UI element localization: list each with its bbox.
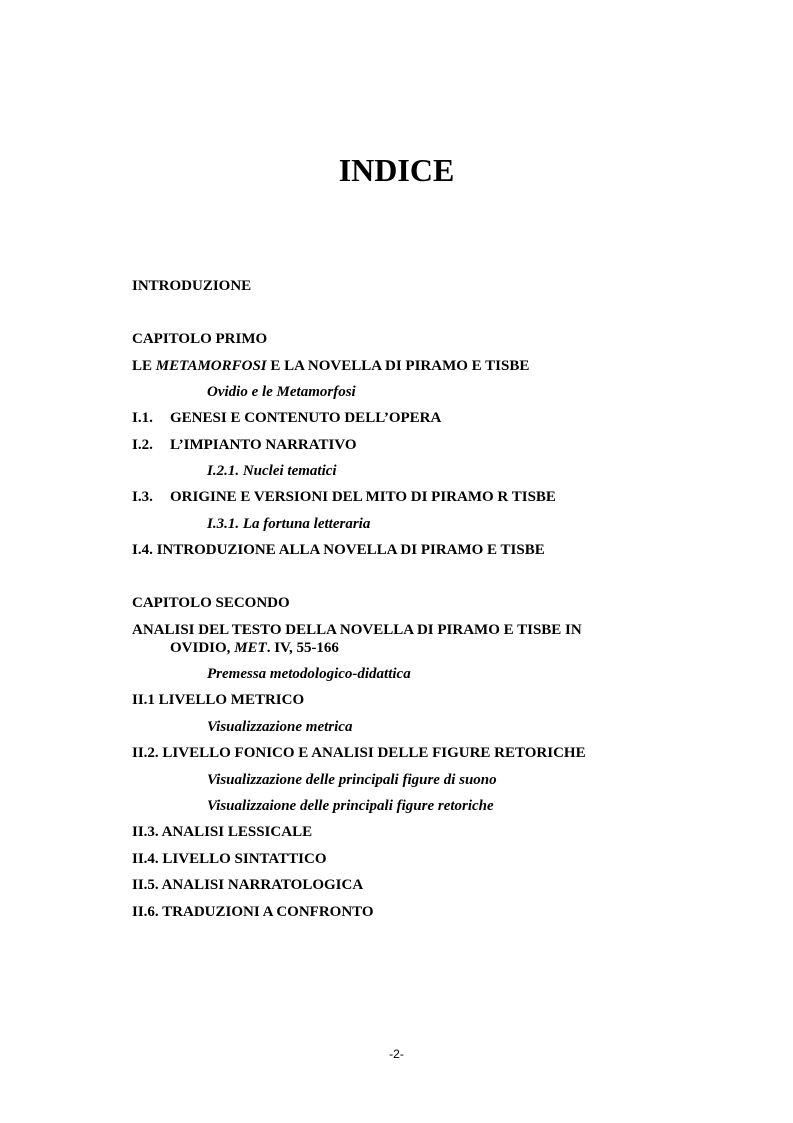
toc-entry-ii2: II.2. LIVELLO FONICO E ANALISI DELLE FIGURE RETORICHE [132,745,586,761]
toc-entry-ii3: II.3. ANALISI LESSICALE [132,824,313,840]
toc-entry-premessa: Premessa metodologico-didattica [207,666,411,682]
page-title: INDICE [338,152,455,188]
toc-entry-i3: I.3. ORIGINE E VERSIONI DEL MITO DI PIRAMO R TISBE [132,489,556,505]
toc-entry-visualizzazione-suono: Visualizzazione delle principali figure di suono [207,772,497,788]
toc-entry-introduzione: INTRODUZIONE [132,278,252,294]
toc-entry-visualizzazione-retoriche: Visualizzaione delle principali figure retoriche [207,798,494,814]
toc-entry-ii4: II.4. LIVELLO SINTATTICO [132,851,327,867]
toc-entry-capitolo-primo: CAPITOLO PRIMO [132,331,268,347]
toc-entry-i4: I.4. INTRODUZIONE ALLA NOVELLA DI PIRAMO E TISBE [132,542,545,558]
toc-entry-i2: I.2. L’IMPIANTO NARRATIVO [132,437,357,453]
toc-entry-i31: I.3.1. La fortuna letteraria [207,516,371,532]
toc-entry-capitolo-secondo: CAPITOLO SECONDO [132,595,290,611]
toc-entry-visualizzazione-metrica: Visualizzazione metrica [207,719,353,735]
toc-entry-ii1: II.1 LIVELLO METRICO [132,692,305,708]
toc-entry-i21: I.2.1. Nuclei tematici [207,463,337,479]
toc-entry-ii5: II.5. ANALISI NARRATOLOGICA [132,877,364,893]
toc-entry-capitolo-secondo-title: ANALISI DEL TESTO DELLA NOVELLA DI PIRAMO E TISBE IN [132,622,582,638]
toc-entry-i1: I.1. GENESI E CONTENUTO DELL’OPERA [132,410,442,426]
toc-entry-capitolo-primo-title: LE METAMORFOSI E LA NOVELLA DI PIRAMO E TISBE [132,358,530,374]
toc-entry-capitolo-secondo-title-cont: OVIDIO, MET. IV, 55-166 [170,640,339,656]
toc-entry-ii6: II.6. TRADUZIONI A CONFRONTO [132,904,374,920]
toc-entry-ovidio: Ovidio e le Metamorfosi [207,384,356,400]
page-number: -2- [389,1047,404,1061]
